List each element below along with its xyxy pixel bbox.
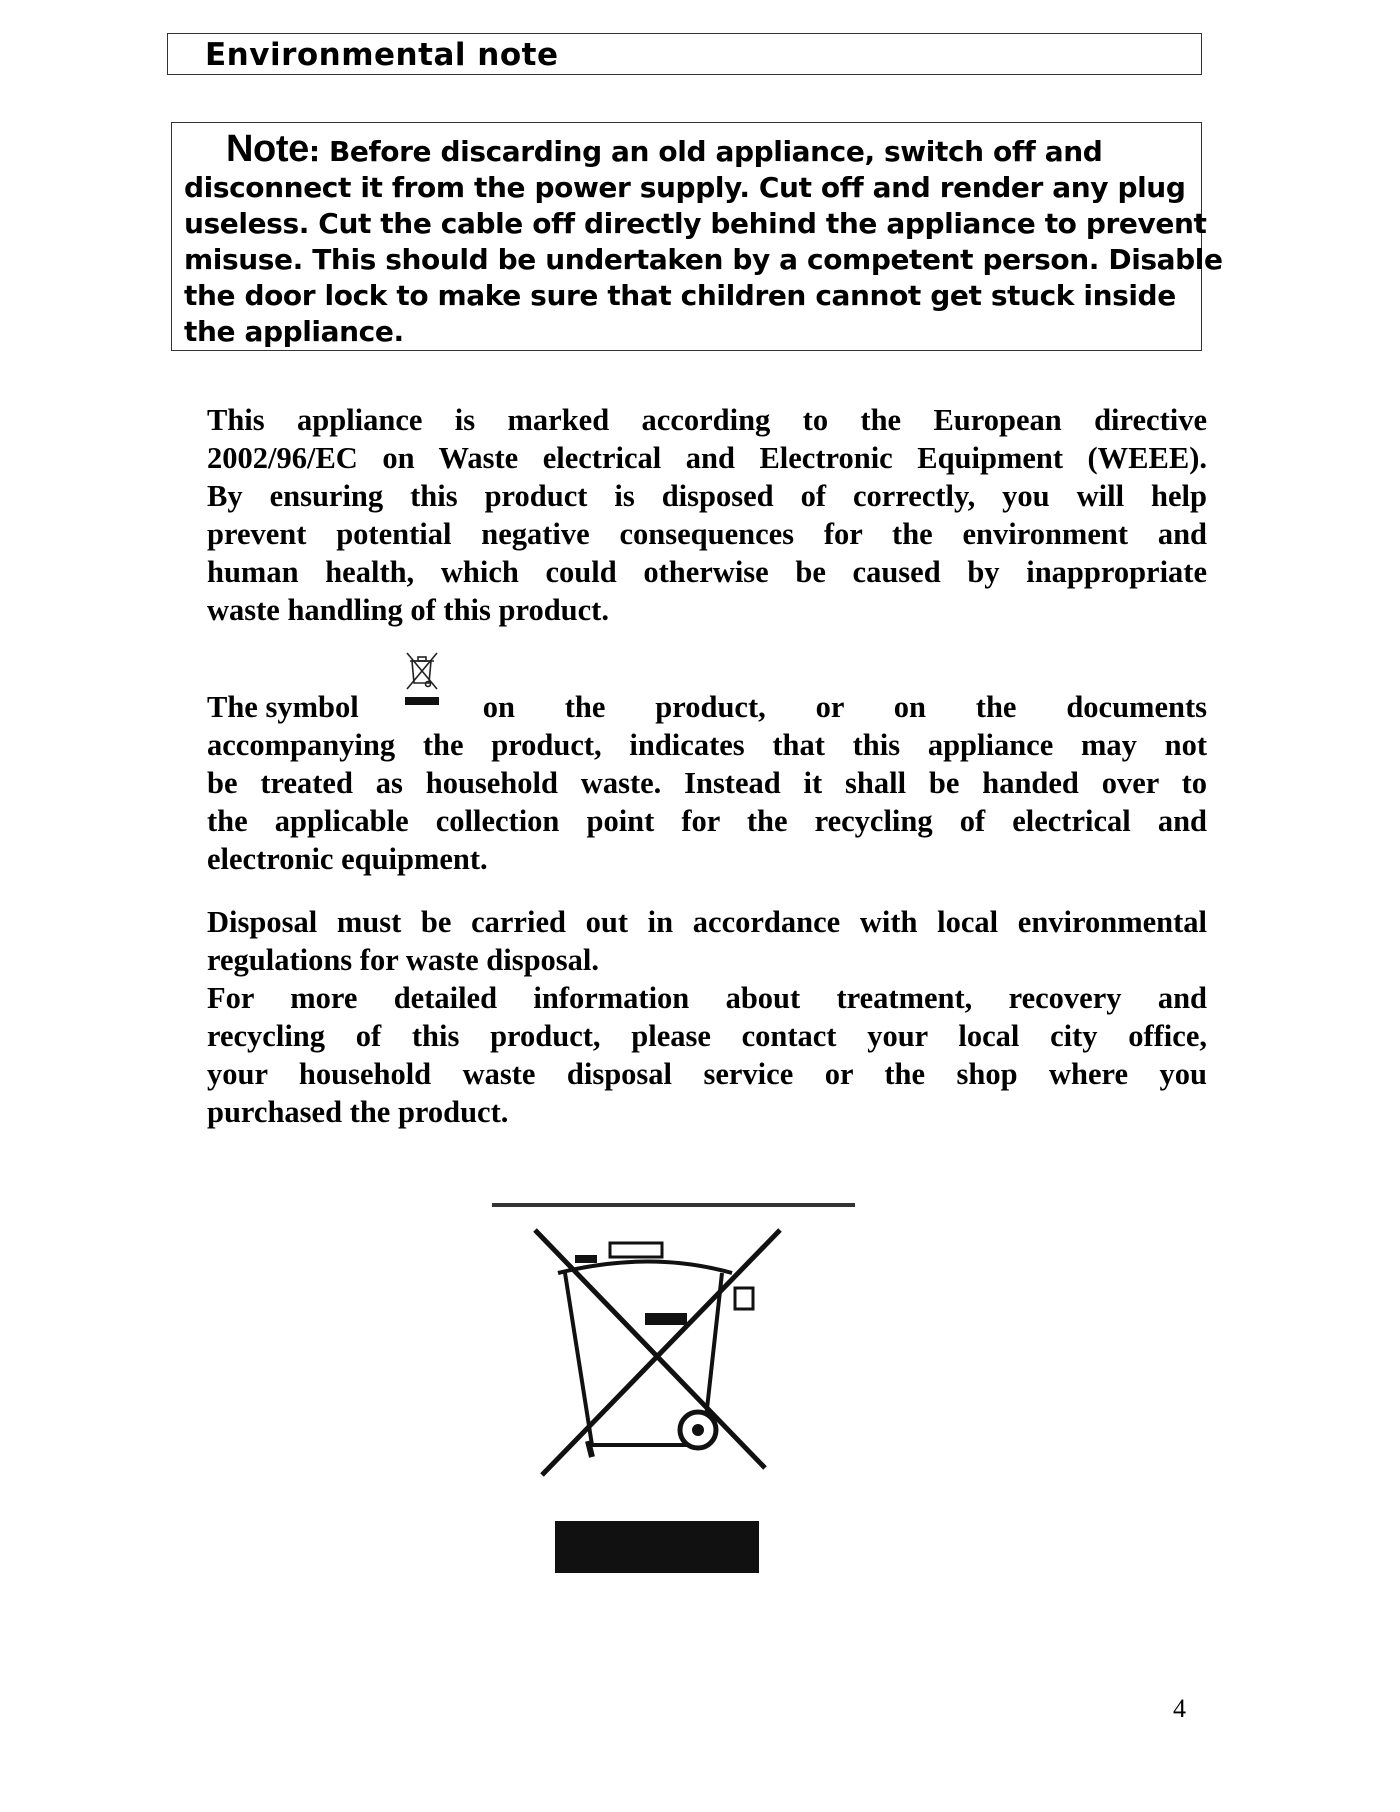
weee-crossed-out-bin-icon [480, 1195, 860, 1585]
note-label: Note [226, 128, 309, 170]
symbol-line-end: on the product, or on the documents [482, 690, 1207, 724]
paragraph-line: Disposal must be carried out in accordance with local environmental [207, 905, 1207, 939]
note-text [184, 128, 1223, 350]
paragraph-line: For more detailed information about treatment, recovery and [207, 981, 1207, 1015]
note-line: the appliance. [184, 315, 404, 348]
paragraph-line: the applicable collection point for the recycling of electrical and [207, 804, 1207, 838]
symbol-line [207, 679, 1207, 726]
section-header-box [167, 33, 1202, 75]
paragraph-line: recycling of this product, please contact your local city office, [207, 1019, 1207, 1053]
paragraph-line: By ensuring this product is disposed of correctly, you will help [207, 479, 1207, 513]
weee-paragraph-2 [207, 679, 1207, 878]
paragraph-line: your household waste disposal service or the shop where you [207, 1057, 1207, 1091]
note-line: the door lock to make sure that children cannot get stuck inside [184, 279, 1176, 312]
note-line: Note: Before discarding an old appliance, switch off and [226, 128, 1103, 170]
note-line: useless. Cut the cable off directly behind the appliance to prevent [184, 207, 1207, 240]
weee-paragraph-3 [207, 903, 1207, 1131]
paragraph-line: purchased the product. [207, 1095, 509, 1129]
paragraph-line: regulations for waste disposal. [207, 943, 600, 977]
weee-bin-inline-icon [399, 679, 443, 717]
note-line: disconnect it from the power supply. Cut off and render any plug [184, 171, 1186, 204]
paragraph-line: waste handling of this product. [207, 593, 609, 627]
paragraph-line: 2002/96/EC on Waste electrical and Electronic Equipment (WEEE). [207, 441, 1207, 475]
paragraph-line: prevent potential negative consequences for the environment and [207, 517, 1207, 551]
paragraph-line: be treated as household waste. Instead it shall be handed over to [207, 766, 1207, 800]
page-number: 4 [1173, 1694, 1186, 1723]
paragraph-line: accompanying the product, indicates that this appliance may not [207, 728, 1207, 762]
section-title: Environmental note [205, 37, 559, 73]
note-line: misuse. This should be undertaken by a competent person. Disable [184, 243, 1223, 276]
symbol-line-start: The symbol [207, 690, 359, 724]
paragraph-line: electronic equipment. [207, 842, 488, 876]
note-box [171, 122, 1223, 351]
weee-paragraph-1 [207, 401, 1207, 629]
paragraph-line: human health, which could otherwise be caused by inappropriate [207, 555, 1207, 589]
paragraph-line: This appliance is marked according to the European directive [207, 403, 1207, 437]
